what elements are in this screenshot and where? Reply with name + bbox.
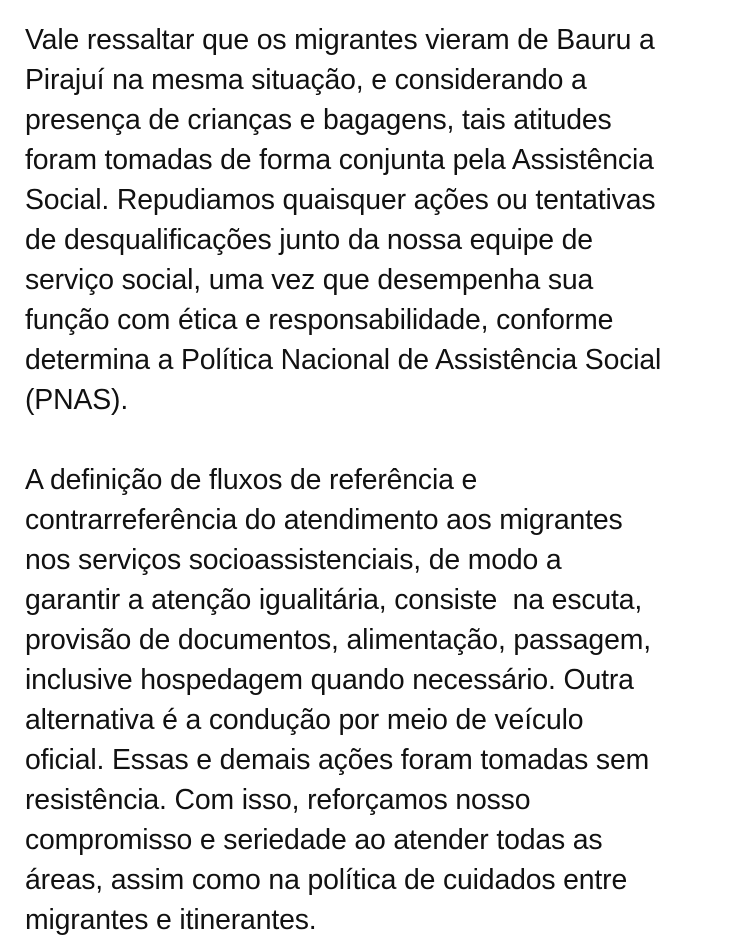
text-line: alternativa é a condução por meio de veículo xyxy=(25,704,584,736)
text-line: presença de crianças e bagagens, tais atitudes xyxy=(25,104,612,136)
text-line: determina a Política Nacional de Assistência Social xyxy=(25,344,662,376)
text-line: compromisso e seriedade ao atender todas as xyxy=(25,824,603,856)
text-line: Social. Repudiamos quaisquer ações ou tentativas xyxy=(25,184,656,216)
text-line: resistência. Com isso, reforçamos nosso xyxy=(25,784,531,816)
text-line: serviço social, uma vez que desempenha sua xyxy=(25,264,594,296)
text-line: Pirajuí na mesma situação, e considerando a xyxy=(25,64,587,96)
text-line: Vale ressaltar que os migrantes vieram de Bauru a xyxy=(25,24,655,56)
text-line: áreas, assim como na política de cuidados entre xyxy=(25,864,628,896)
paragraph-1 xyxy=(25,20,740,420)
text-line: foram tomadas de forma conjunta pela Assistência xyxy=(25,144,654,176)
document-body xyxy=(25,20,740,940)
text-line: (PNAS). xyxy=(25,384,129,416)
text-line: A definição de fluxos de referência e xyxy=(25,464,478,496)
text-line: garantir a atenção igualitária, consiste na escuta, xyxy=(25,584,643,616)
text-line: de desqualificações junto da nossa equipe de xyxy=(25,224,593,256)
text-line: função com ética e responsabilidade, conforme xyxy=(25,304,614,336)
text-line: oficial. Essas e demais ações foram tomadas sem xyxy=(25,744,650,776)
paragraph-2 xyxy=(25,460,740,940)
text-line: migrantes e itinerantes. xyxy=(25,904,317,936)
text-line: inclusive hospedagem quando necessário. Outra xyxy=(25,664,634,696)
text-line: nos serviços socioassistenciais, de modo a xyxy=(25,544,562,576)
text-line: provisão de documentos, alimentação, passagem, xyxy=(25,624,651,656)
text-line: contrarreferência do atendimento aos migrantes xyxy=(25,504,623,536)
